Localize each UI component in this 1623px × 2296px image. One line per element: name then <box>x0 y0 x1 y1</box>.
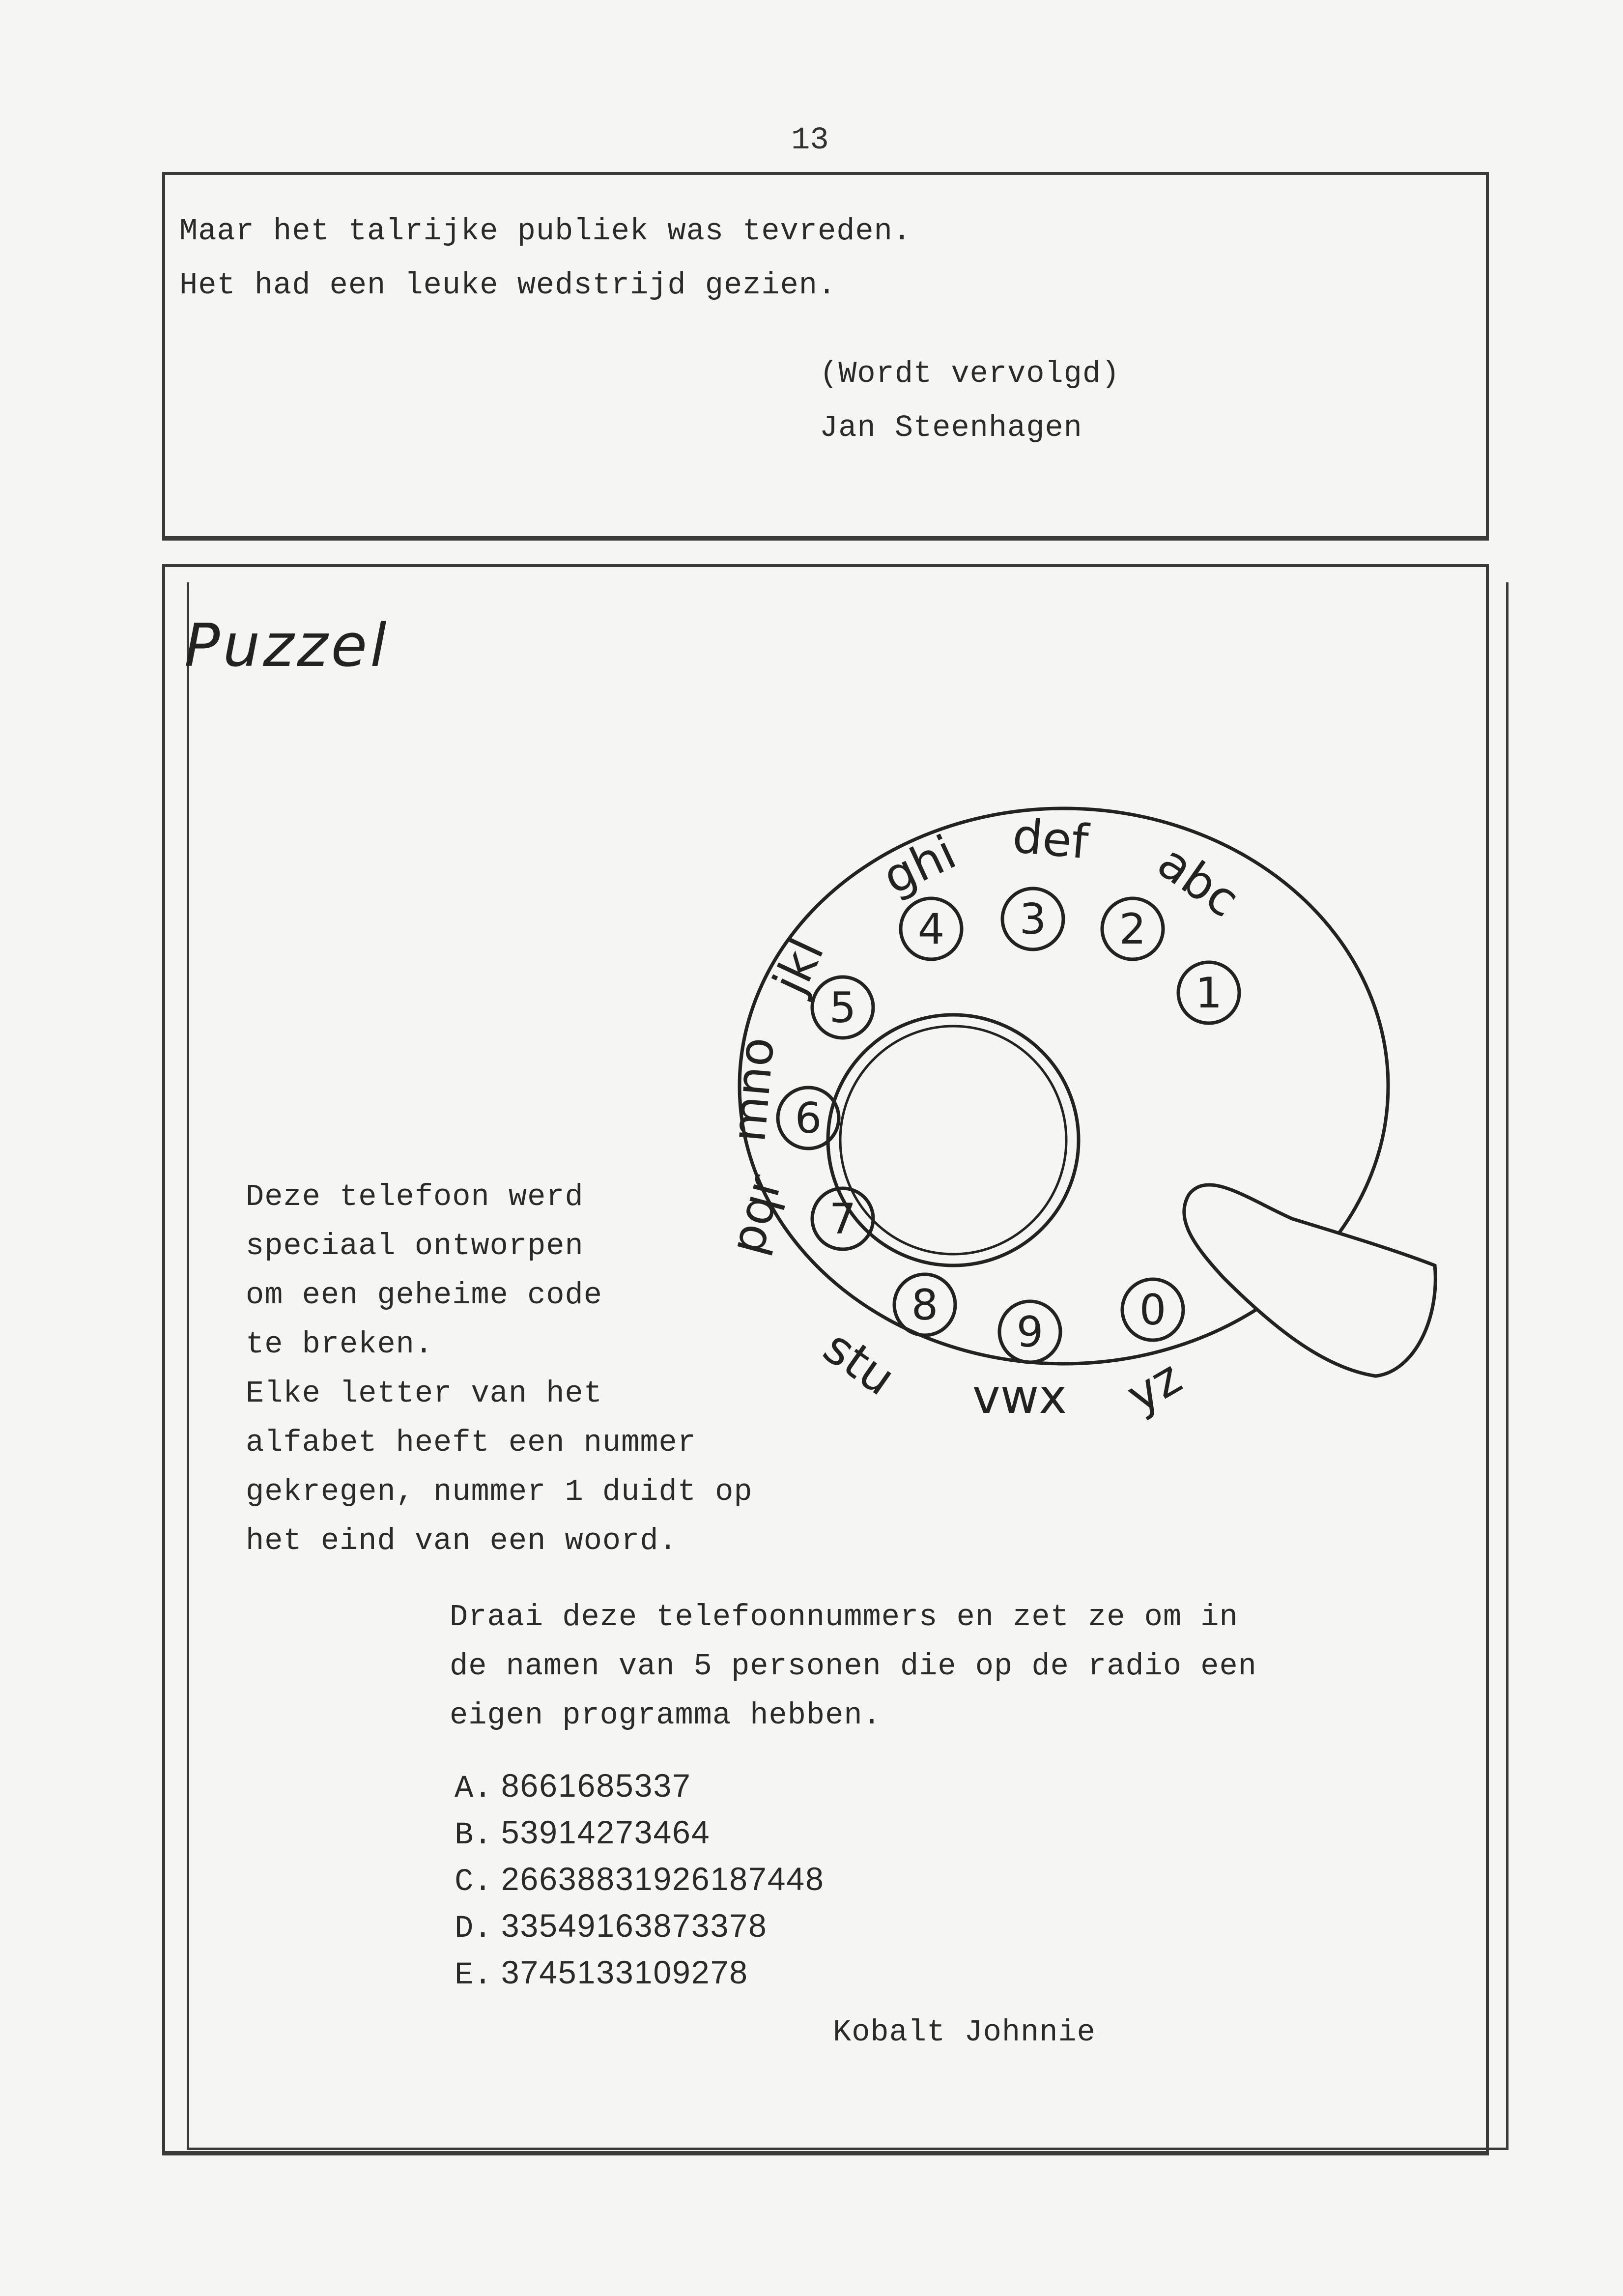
description-line: om een geheime code <box>246 1278 602 1313</box>
instruction-line: eigen programma hebben. <box>450 1698 882 1733</box>
finger-stop <box>1184 1185 1435 1376</box>
code-number: 26638831926187448 <box>501 1861 825 1897</box>
puzzle-title: Puzzel <box>184 612 390 680</box>
story-line-2: Het had een leuke wedstrijd gezien. <box>179 268 837 303</box>
code-item <box>455 1860 825 1900</box>
code-label: A. <box>455 1771 492 1807</box>
dial-digit: 2 <box>1119 905 1146 954</box>
code-item <box>455 1813 711 1853</box>
dial-digit: 3 <box>1019 895 1047 944</box>
code-label: B. <box>455 1818 492 1853</box>
dial-digit: 0 <box>1139 1286 1167 1335</box>
instruction-line: Draai deze telefoonnummers en zet ze om in <box>450 1600 1238 1635</box>
instruction-line: de namen van 5 personen die op de radio een <box>450 1649 1257 1684</box>
dial-letters: def <box>1010 808 1091 870</box>
dial-digit: 9 <box>1016 1308 1044 1357</box>
dial-letters: stu <box>813 1319 905 1406</box>
dial-digit: 7 <box>829 1195 856 1244</box>
description-line: Elke letter van het <box>246 1376 602 1411</box>
description-line: te breken. <box>246 1327 434 1362</box>
continued-note: (Wordt vervolgd) <box>820 356 1120 391</box>
description-line: Deze telefoon werd <box>246 1179 584 1214</box>
story-author: Jan Steenhagen <box>820 410 1082 445</box>
dial-letters: mno <box>721 1035 785 1145</box>
code-number: 33549163873378 <box>501 1907 768 1944</box>
dial-letters: ghi <box>875 824 964 906</box>
code-number: 3745133109278 <box>501 1954 748 1990</box>
code-number: 8661685337 <box>501 1767 691 1804</box>
code-item <box>455 1953 748 1993</box>
story-line-1: Maar het talrijke publiek was tevreden. <box>179 214 912 249</box>
code-label: D. <box>455 1911 492 1947</box>
dial-digit: 6 <box>795 1094 822 1143</box>
page-number: 13 <box>791 123 829 158</box>
dial-letters: abc <box>1148 834 1249 928</box>
dial-center-outer <box>828 1015 1079 1265</box>
description-line: speciaal ontworpen <box>246 1229 584 1263</box>
dial-digit: 5 <box>829 983 856 1033</box>
description-line: het eind van een woord. <box>246 1523 678 1558</box>
code-item <box>455 1767 691 1807</box>
dial-letters: jkl <box>762 930 835 1003</box>
dial-digit: 1 <box>1195 969 1223 1018</box>
puzzle-author: Kobalt Johnnie <box>833 2015 1096 2050</box>
dial-shapes <box>740 808 1435 1376</box>
dial-letters: pqr <box>719 1169 793 1260</box>
dial-letters: vwx <box>972 1369 1067 1424</box>
code-label: E. <box>455 1958 492 1993</box>
description-line: alfabet heeft een nummer <box>246 1425 696 1460</box>
rotary-dial-illustration <box>673 786 1450 1450</box>
dial-digit: 8 <box>911 1281 939 1330</box>
code-label: C. <box>455 1865 492 1900</box>
dial-letters: yz <box>1117 1349 1191 1424</box>
code-number: 53914273464 <box>501 1814 711 1850</box>
description-line: gekregen, nummer 1 duidt op <box>246 1474 753 1509</box>
dial-digit: 4 <box>917 905 945 954</box>
code-item <box>455 1907 768 1947</box>
